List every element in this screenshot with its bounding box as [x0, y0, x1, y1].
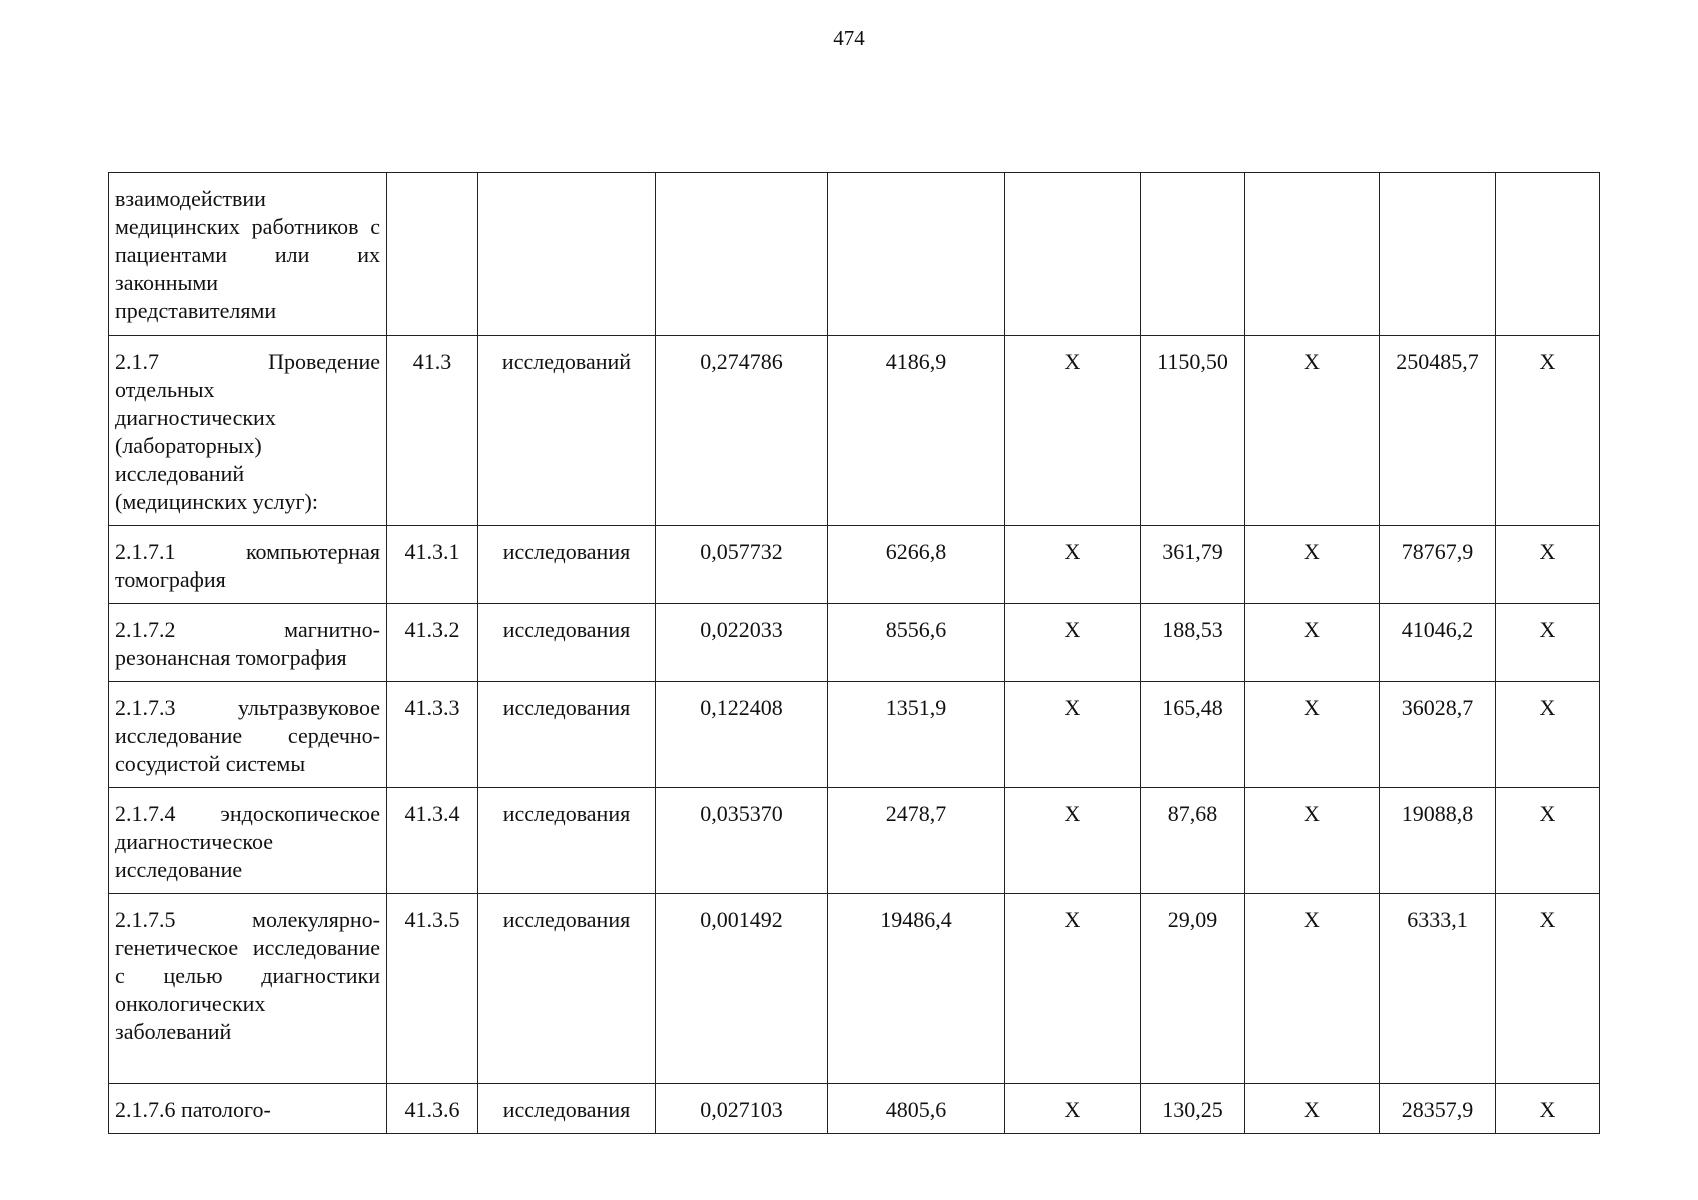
cost-cell: 8556,6 [828, 604, 1005, 682]
row-name-cell: 2.1.7 Проведение отдельных диагностических (лабораторных) исследований (медицинских услуг): [109, 336, 387, 526]
cost-cell: 4805,6 [828, 1084, 1005, 1134]
unit-cell: исследования [478, 682, 656, 788]
x-mark-cell [1005, 173, 1141, 336]
total-cell: 6333,1 [1380, 894, 1496, 1084]
per-capita-cell: 87,68 [1141, 788, 1245, 894]
unit-cell [478, 173, 656, 336]
cost-cell: 6266,8 [828, 526, 1005, 604]
total-cell: 41046,2 [1380, 604, 1496, 682]
per-capita-cell: 1150,50 [1141, 336, 1245, 526]
x-mark-cell: X [1245, 682, 1380, 788]
x-mark-cell: X [1005, 526, 1141, 604]
row-name-cell: 2.1.7.5 молекулярно-генетическое исследование с целью диагностики онкологических заболеваний [109, 894, 387, 1084]
per-capita-cell: 188,53 [1141, 604, 1245, 682]
row-code-cell: 41.3.6 [387, 1084, 478, 1134]
x-mark-cell: X [1245, 526, 1380, 604]
total-cell: 250485,7 [1380, 336, 1496, 526]
per-capita-cell: 165,48 [1141, 682, 1245, 788]
norm-cell: 0,022033 [656, 604, 828, 682]
x-mark-cell: X [1245, 788, 1380, 894]
cost-cell: 4186,9 [828, 336, 1005, 526]
cost-cell: 19486,4 [828, 894, 1005, 1084]
table-row [109, 788, 1600, 894]
x-mark-cell: X [1245, 336, 1380, 526]
data-table [108, 172, 1600, 1134]
total-cell: 28357,9 [1380, 1084, 1496, 1134]
row-code-cell [387, 173, 478, 336]
total-cell: 78767,9 [1380, 526, 1496, 604]
x-mark-cell: X [1245, 1084, 1380, 1134]
per-capita-cell: 130,25 [1141, 1084, 1245, 1134]
per-capita-cell: 29,09 [1141, 894, 1245, 1084]
row-code-cell: 41.3.1 [387, 526, 478, 604]
unit-cell: исследования [478, 788, 656, 894]
row-name-cell: 2.1.7.6 патолого- [109, 1084, 387, 1134]
table-row [109, 1084, 1600, 1134]
x-mark-cell: X [1496, 526, 1600, 604]
table-row [109, 336, 1600, 526]
norm-cell [656, 173, 828, 336]
unit-cell: исследования [478, 1084, 656, 1134]
x-mark-cell: X [1496, 894, 1600, 1084]
total-cell [1380, 173, 1496, 336]
row-name-cell: 2.1.7.2 магнитно-резонансная томография [109, 604, 387, 682]
row-code-cell: 41.3 [387, 336, 478, 526]
unit-cell: исследования [478, 894, 656, 1084]
row-code-cell: 41.3.2 [387, 604, 478, 682]
cost-cell: 2478,7 [828, 788, 1005, 894]
norm-cell: 0,122408 [656, 682, 828, 788]
x-mark-cell: X [1496, 1084, 1600, 1134]
per-capita-cell: 361,79 [1141, 526, 1245, 604]
table-row [109, 682, 1600, 788]
table-row [109, 894, 1600, 1084]
x-mark-cell: X [1005, 788, 1141, 894]
row-name-cell: взаимодействии медицинских работников с пациентами или их законными представителями [109, 173, 387, 336]
x-mark-cell: X [1005, 1084, 1141, 1134]
x-mark-cell: X [1496, 604, 1600, 682]
table-row [109, 526, 1600, 604]
per-capita-cell [1141, 173, 1245, 336]
unit-cell: исследования [478, 604, 656, 682]
x-mark-cell: X [1005, 894, 1141, 1084]
x-mark-cell: X [1245, 604, 1380, 682]
unit-cell: исследования [478, 526, 656, 604]
row-name-cell: 2.1.7.4 эндоскопическое диагностическое исследование [109, 788, 387, 894]
row-name-cell: 2.1.7.1 компьютерная томография [109, 526, 387, 604]
norm-cell: 0,035370 [656, 788, 828, 894]
page-number: 474 [833, 26, 865, 50]
table-row [109, 173, 1600, 336]
x-mark-cell: X [1005, 336, 1141, 526]
norm-cell: 0,001492 [656, 894, 828, 1084]
norm-cell: 0,274786 [656, 336, 828, 526]
norm-cell: 0,027103 [656, 1084, 828, 1134]
x-mark-cell: X [1496, 336, 1600, 526]
cost-cell [828, 173, 1005, 336]
row-code-cell: 41.3.4 [387, 788, 478, 894]
x-mark-cell: X [1496, 682, 1600, 788]
unit-cell: исследований [478, 336, 656, 526]
x-mark-cell: X [1245, 894, 1380, 1084]
total-cell: 19088,8 [1380, 788, 1496, 894]
total-cell: 36028,7 [1380, 682, 1496, 788]
x-mark-cell: X [1496, 788, 1600, 894]
table-row [109, 604, 1600, 682]
cost-cell: 1351,9 [828, 682, 1005, 788]
row-code-cell: 41.3.3 [387, 682, 478, 788]
x-mark-cell [1245, 173, 1380, 336]
x-mark-cell: X [1005, 604, 1141, 682]
x-mark-cell: X [1005, 682, 1141, 788]
x-mark-cell [1496, 173, 1600, 336]
row-code-cell: 41.3.5 [387, 894, 478, 1084]
row-name-cell: 2.1.7.3 ультразвуковое исследование сердечно-сосудистой системы [109, 682, 387, 788]
norm-cell: 0,057732 [656, 526, 828, 604]
